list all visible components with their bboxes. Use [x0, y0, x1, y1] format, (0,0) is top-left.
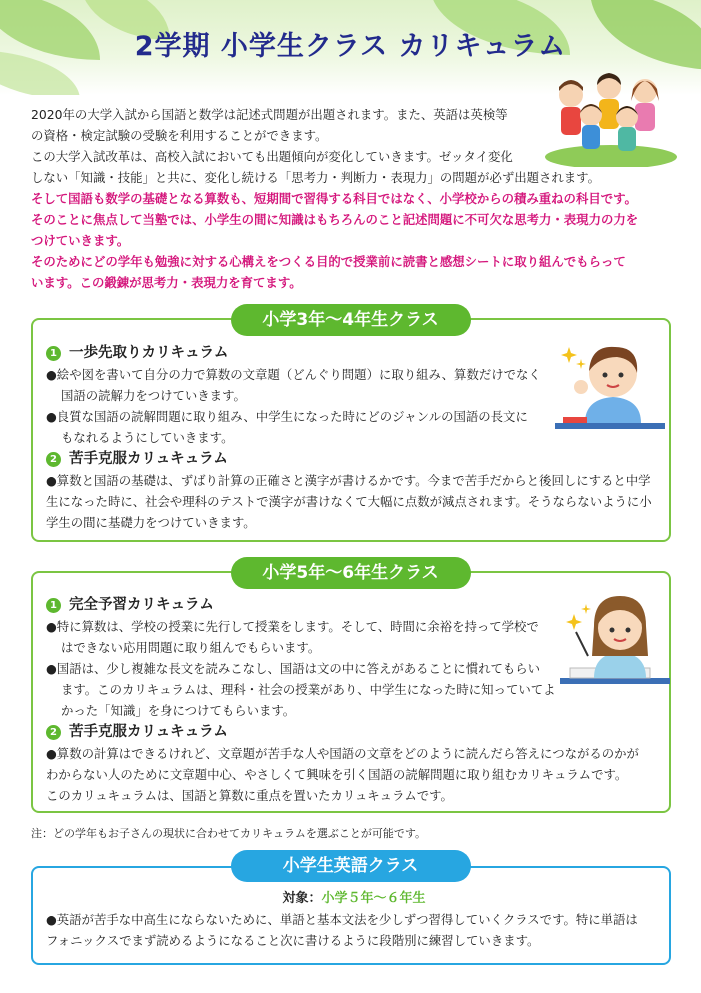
number-badge: 2 — [46, 725, 61, 740]
bullet-line: ●良質な国語の読解問題に取り組み、中学生になった時にどのジャンルの国語の長文に — [46, 409, 528, 424]
intro-highlight-line: います。この鍛錬が思考力・表現力を育てます。 — [31, 275, 302, 290]
bullet-line: もなれるようにしていきます。 — [61, 430, 234, 445]
section-grade-5-6-content — [46, 594, 639, 806]
page-title: 2学期 小学生クラス カリキュラム — [134, 31, 567, 62]
intro-highlight-line: そのことに焦点して当塾では、小学生の間に知識はもちろんのこと記述問題に不可欠な思考力・表現力の力を — [31, 212, 639, 227]
section-english-content — [46, 888, 662, 951]
target-value: 小学５年～６年生 — [321, 891, 426, 906]
section-heading-english: 小学生英語クラス — [231, 850, 471, 882]
intro-highlight-line: そして国語も数学の基礎となる算数も、短期間で習得する科目ではなく、小学校からの積み重ねの科目です。 — [31, 191, 637, 206]
subheading-weakness-curriculum — [46, 448, 652, 470]
number-badge: 1 — [46, 346, 61, 361]
bullet-line: ●国語は、少し複雑な長文を読みこなし、国語は文の中に答えがあることに慣れてもらい — [46, 661, 541, 676]
intro-highlight-line: そのためにどの学年も勉強に対する心構えをつくる目的で授業前に読書と感想シートに取り組んでもらって — [31, 254, 626, 269]
bullet-line: 学生の間に基礎力をつけていきます。 — [46, 515, 256, 530]
note-text: 注：どの学年もお子さんの現状に合わせてカリキュラムを選ぶことが可能です。 — [31, 827, 427, 840]
subheading-title: 苦手克服カリュキュラム — [69, 724, 228, 740]
bullet-line: ●特に算数は、学校の授業に先行して授業をします。そして、時間に余裕を持って学校で — [46, 619, 539, 634]
bullet-line: フォニックスでまず読めるようになること次に書けるように段階別に練習していきます。 — [46, 933, 540, 948]
intro-text — [31, 104, 681, 293]
bullet-line: 生になった時に、社会や理科のテストで漢字が書けなくて大幅に点数が減点されます。そうならないように小 — [46, 494, 652, 509]
section-heading-grade-3-4: 小学3年～4年生クラス — [231, 304, 471, 336]
section-heading-grade-5-6: 小学5年～6年生クラス — [231, 557, 471, 589]
bullet-line: わからない人のために文章題中心、やさしくて興味を引く国語の読解問題に取り組むカリキュラムです。 — [46, 767, 628, 782]
subheading-preview-curriculum — [46, 594, 639, 616]
boy-illustration — [555, 333, 665, 433]
subheading-title: 苦手克服カリュキュラム — [69, 451, 228, 467]
bullet-line: ます。このカリキュラムは、理科・社会の授業があり、中学生になった時に知っていてよ — [61, 682, 556, 697]
target-label: 対象： — [282, 891, 322, 906]
bullet-line: ●算数と国語の基礎は、ずばり計算の正確さと漢字が書けるかです。今まで苦手だからと後回しにすると中学 — [46, 473, 651, 488]
intro-highlight-line: つけていきます。 — [31, 233, 130, 248]
subheading-title: 一歩先取りカリキュラム — [69, 345, 229, 361]
number-badge: 1 — [46, 598, 61, 613]
intro-line: の資格・検定試験の受験を利用することができます。 — [31, 128, 328, 143]
bullet-line: ●絵や図を書いて自分の力で算数の文章題（どんぐり問題）に取り組み、算数だけでなく — [46, 367, 541, 382]
number-badge: 2 — [46, 452, 61, 467]
bullet-line: 国語の読解力をつけていきます。 — [61, 388, 246, 403]
girl-illustration — [560, 586, 670, 686]
intro-line: 2020年の大学入試から国語と数学は記述式問題が出題されます。また、英語は英検等 — [31, 107, 508, 122]
bullet-line: このカリュキュラムは、国語と算数に重点を置いたカリュキュラムです。 — [46, 788, 453, 803]
bullet-line: かった「知識」を身につけてもらいます。 — [61, 703, 296, 718]
target-audience — [46, 888, 662, 909]
subheading-title: 完全予習カリキュラム — [69, 597, 214, 613]
subheading-weakness-curriculum — [46, 721, 639, 743]
bullet-line: ●算数の計算はできるけれど、文章題が苦手な人や国語の文章をどのように読んだら答えにつながるのかが — [46, 746, 639, 761]
intro-line: この大学入試改革は、高校入試においても出題傾向が変化していきます。ゼッタイ変化 — [31, 149, 513, 164]
bullet-line: ●英語が苦手な中高生にならないために、単語と基本文法を少しずつ習得していくクラスです。特に単語は — [46, 912, 638, 927]
intro-line: しない「知識・技能」と共に、変化し続ける「思考力・判断力・表現力」の問題が必ず出題されます。 — [31, 170, 600, 185]
bullet-line: はできない応用問題に取り組んでもらいます。 — [61, 640, 321, 655]
